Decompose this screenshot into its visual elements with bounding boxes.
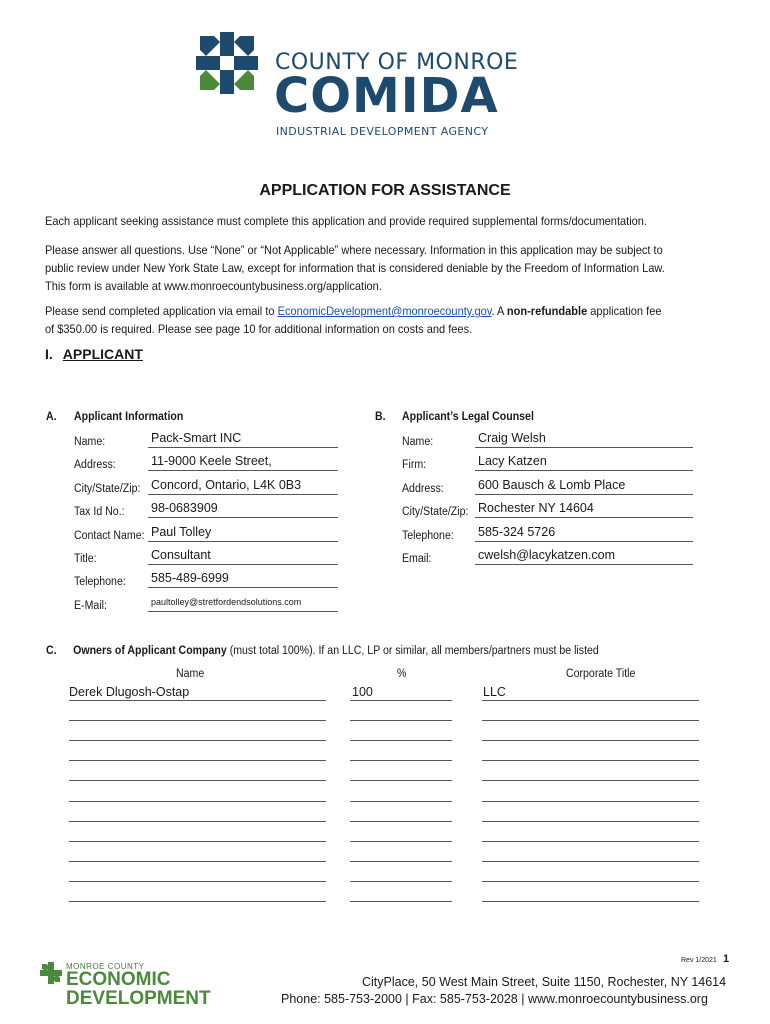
- section-heading: I. APPLICANT: [45, 346, 143, 362]
- intro-paragraph-2: Please answer all questions. Use “None” or “Not Applicable” where necessary. Information in this application may be subject to public review under New York State Law, except for information that is considered deniable by the Freedom of Information Law. This form is available at www.monroecountybusiness.org/application.: [45, 243, 665, 293]
- footer-address: CityPlace, 50 West Main Street, Suite 1150, Rochester, NY 14614: [362, 975, 727, 989]
- intro-paragraph-3: Please send completed application via email to EconomicDevelopment@monroecounty.gov. A non-refundable application fee of $350.00 is required. Please see page 10 for additional information on costs and fees.: [45, 304, 662, 336]
- applicant-field-value[interactable]: Pack-Smart INC: [151, 431, 242, 445]
- owner-name-line: [69, 861, 326, 862]
- econ-dev-logo-icon: [40, 962, 62, 984]
- counsel-field-line: [475, 494, 693, 495]
- legal-counsel-heading: Applicant’s Legal Counsel: [402, 411, 534, 423]
- applicant-info-heading: Applicant Information: [74, 411, 184, 423]
- applicant-field-line: [148, 541, 338, 542]
- footer-county: MONROE COUNTY: [66, 962, 145, 971]
- applicant-field-value[interactable]: Concord, Ontario, L4K 0B3: [151, 477, 302, 492]
- owner-title-line: [482, 760, 699, 761]
- applicant-field-line: [148, 564, 338, 565]
- owner-name-line: [69, 760, 326, 761]
- owner-pct[interactable]: 100: [352, 685, 373, 699]
- owner-name-line: [69, 740, 326, 741]
- owner-title-line: [482, 821, 699, 822]
- applicant-field-value[interactable]: paultolley@stretfordendsolutions.com: [151, 596, 302, 607]
- counsel-field-line: [475, 541, 693, 542]
- owner-pct-line: [350, 881, 452, 882]
- owner-title-line: [482, 901, 699, 902]
- owner-pct-line: [350, 861, 452, 862]
- owner-pct-line: [350, 720, 452, 721]
- counsel-field-value[interactable]: Craig Welsh: [478, 431, 546, 445]
- applicant-field-value[interactable]: 11-9000 Keele Street,: [151, 454, 272, 469]
- owners-col-pct: %: [397, 668, 407, 680]
- owners-heading: C. Owners of Applicant Company (must total 100%). If an LLC, LP or similar, all members/partners must be listed: [46, 645, 599, 657]
- counsel-field-value[interactable]: 600 Bausch & Lomb Place: [478, 477, 626, 492]
- counsel-field-label: Address:: [402, 482, 444, 495]
- owner-title-line: [482, 861, 699, 862]
- applicant-field-label: Name:: [74, 436, 106, 448]
- owner-title[interactable]: LLC: [483, 685, 506, 699]
- comida-logo-icon: [196, 32, 258, 94]
- owner-name-line: [69, 801, 326, 802]
- applicant-field-value[interactable]: 585-489-6999: [151, 571, 229, 586]
- owner-name-line: [69, 700, 326, 701]
- footer-contact: Phone: 585-753-2000 | Fax: 585-753-2028 | www.monroecountybusiness.org: [281, 992, 708, 1006]
- applicant-field-line: [148, 517, 338, 518]
- section-a-letter: A.: [46, 411, 57, 423]
- applicant-field-label: City/State/Zip:: [74, 482, 141, 495]
- applicant-field-line: [148, 494, 338, 495]
- counsel-field-value[interactable]: Rochester NY 14604: [478, 501, 594, 516]
- owner-name-line: [69, 720, 326, 721]
- applicant-field-label: Contact Name:: [74, 529, 145, 542]
- owner-title-line: [482, 720, 699, 721]
- owner-pct-line: [350, 700, 452, 701]
- owner-name-line: [69, 780, 326, 781]
- org-line3: INDUSTRIAL DEVELOPMENT AGENCY: [276, 125, 489, 138]
- counsel-field-label: Name:: [402, 436, 434, 448]
- applicant-field-value[interactable]: Paul Tolley: [151, 524, 212, 539]
- counsel-field-value[interactable]: 585-324 5726: [478, 524, 556, 539]
- applicant-field-line: [148, 611, 338, 612]
- org-line2: COMIDA: [274, 68, 499, 124]
- footer-econ-dev: ECONOMIC DEVELOPMENT: [66, 969, 211, 1009]
- owner-name[interactable]: Derek Dlugosh-Ostap: [69, 685, 190, 699]
- owner-name-line: [69, 901, 326, 902]
- counsel-field-line: [475, 470, 693, 471]
- applicant-field-label: E-Mail:: [74, 599, 107, 612]
- owners-col-title: Corporate Title: [566, 668, 636, 680]
- owner-title-line: [482, 780, 699, 781]
- applicant-field-label: Telephone:: [74, 576, 126, 589]
- owner-title-line: [482, 700, 699, 701]
- counsel-field-label: City/State/Zip:: [402, 506, 469, 519]
- counsel-field-line: [475, 517, 693, 518]
- owner-title-line: [482, 801, 699, 802]
- owner-title-line: [482, 881, 699, 882]
- applicant-field-label: Tax Id No.:: [74, 506, 125, 519]
- counsel-field-value[interactable]: Lacy Katzen: [478, 454, 547, 469]
- counsel-field-label: Telephone:: [402, 529, 454, 542]
- owner-title-line: [482, 841, 699, 842]
- owners-col-name: Name: [176, 668, 205, 680]
- applicant-field-value[interactable]: Consultant: [151, 548, 211, 562]
- owner-name-line: [69, 881, 326, 882]
- applicant-field-line: [148, 447, 338, 448]
- intro-paragraph-1: Each applicant seeking assistance must complete this application and provide required supplemental forms/documentation.: [45, 214, 648, 228]
- owner-name-line: [69, 821, 326, 822]
- applicant-field-line: [148, 587, 338, 588]
- counsel-field-value[interactable]: cwelsh@lacykatzen.com: [478, 548, 616, 562]
- email-link[interactable]: EconomicDevelopment@monroecounty.gov: [277, 304, 492, 318]
- owner-pct-line: [350, 821, 452, 822]
- counsel-field-label: Firm:: [402, 459, 427, 472]
- page-title: APPLICATION FOR ASSISTANCE: [259, 182, 511, 199]
- owner-pct-line: [350, 740, 452, 741]
- revision-label: Rev 1/2021: [681, 957, 717, 964]
- owner-name-line: [69, 841, 326, 842]
- counsel-field-line: [475, 447, 693, 448]
- owner-pct-line: [350, 780, 452, 781]
- org-line1: COUNTY OF MONROE: [275, 50, 519, 75]
- owner-pct-line: [350, 801, 452, 802]
- page-number: 1: [723, 953, 730, 965]
- section-b-letter: B.: [375, 411, 386, 423]
- counsel-field-label: Email:: [402, 553, 432, 565]
- applicant-field-line: [148, 470, 338, 471]
- owner-pct-line: [350, 901, 452, 902]
- applicant-field-value[interactable]: 98-0683909: [151, 501, 218, 516]
- applicant-field-label: Address:: [74, 459, 116, 472]
- counsel-field-line: [475, 564, 693, 565]
- owner-pct-line: [350, 841, 452, 842]
- applicant-field-label: Title:: [74, 553, 97, 565]
- owner-pct-line: [350, 760, 452, 761]
- owner-title-line: [482, 740, 699, 741]
